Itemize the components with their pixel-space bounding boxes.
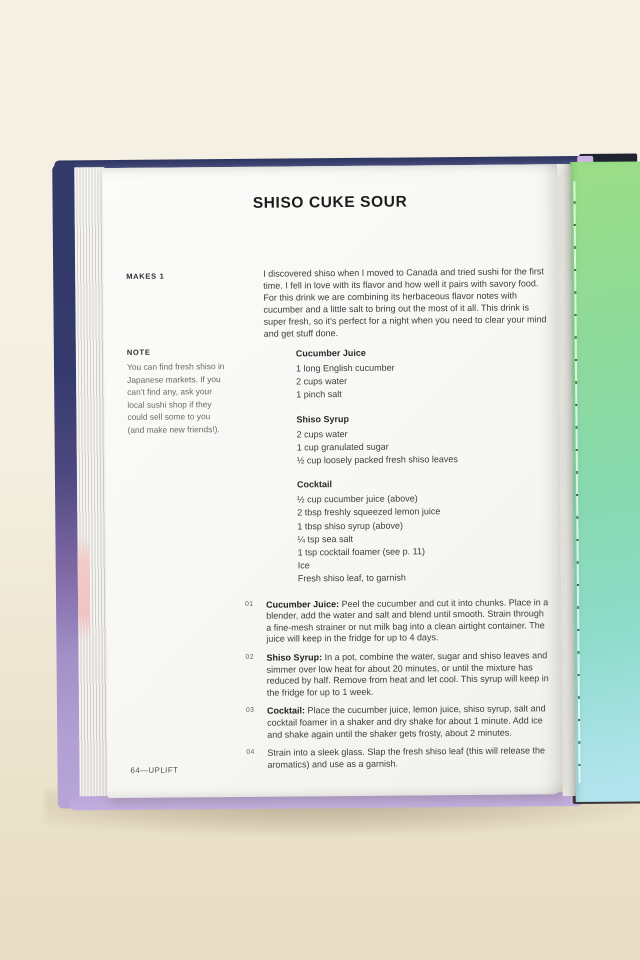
ingredient-item: Ice [297,560,310,571]
ingredient-group-shiso-syrup [296,412,548,468]
ingredient-item: 1 tbsp shiso syrup (above) [297,520,403,532]
step-number: 02 [245,653,254,661]
step-02 [245,650,550,699]
ingredient-item: ½ cup cucumber juice (above) [297,493,418,505]
step-text: Shiso Syrup: In a pot, combine the water, sugar and shiso leaves and simmer over low heat for about 20 minutes, or until the mixture has reduced by half. Remove from heat and let cool. This syrup will keep in the fridge for up to 1 week. [266,650,549,698]
open-cookbook [52,153,640,810]
ingredient-item: 2 cups water [296,376,348,387]
step-01 [245,596,550,646]
ingredient-item: 1 tsp cocktail foamer (see p. 11) [297,546,426,558]
binding-stitches [573,181,580,783]
step-text: Cucumber Juice: Peel the cucumber and cut it into chunks. Place in a blender, add the water and salt and blend until smooth. Strain through a fine-mesh strainer or nut milk bag into a clean airtight container. The juice will keep in the fridge for up to 4 days. [266,596,549,645]
ingredient-group-heading: Shiso Syrup [296,413,350,425]
ingredient-item: Fresh shiso leaf, to garnish [297,572,406,584]
ingredient-group-cucumber-juice [296,346,548,402]
step-number: 03 [245,707,255,715]
method-steps [245,596,551,771]
right-page-gradient [570,161,640,802]
page-number-footer: 64—UPLIFT [130,765,179,775]
note-block [127,347,228,436]
ingredient-item: 1 long English cucumber [295,362,395,374]
ingredient-group-heading: Cucumber Juice [295,347,366,359]
recipe-intro: I discovered shiso when I moved to Canada and tried sushi for the first time. I fell in love with its flavor and how well it pairs with savory food. For this drink we are combining its herbaceous flavor notes with cucumber and a little salt to bring out the most of it all. This drink is super fresh, so it's perfect for a night when you need to clear your mind and get stuff done. [263,266,547,339]
step-number: 01 [245,600,254,608]
pink-page-edge [77,536,90,640]
step-number: 04 [246,748,255,757]
page-title: SHISO CUKE SOUR [252,193,408,212]
ingredient-item: 2 cups water [296,428,348,440]
note-body: You can find fresh shiso in Japanese markets. If you can't find any, ask your local sushi shop if they could sell some to you (and make new friends!). [126,361,225,435]
ingredient-item: 1 cup granulated sugar [296,441,389,453]
step-03 [245,703,551,741]
step-text: Cocktail: Place the cucumber juice, lemon juice, shiso syrup, salt and cocktail foamer in a shaker and dry shake for about 1 minute. Add ice and shake again until the shaker gets frosty, about 2 minutes. [266,703,546,740]
recipe-content-column [245,265,551,778]
ingredient-item: 2 tbsp freshly squeezed lemon juice [297,506,441,518]
step-04 [246,745,551,771]
ingredient-item: ¼ tsp sea salt [297,533,354,545]
makes-label: MAKES 1 [126,271,165,281]
ingredient-item: ½ cup loosely packed fresh shiso leaves [296,454,458,466]
recipe-page [102,164,562,798]
step-text: Strain into a sleek glass. Slap the fresh shiso leaf (this will release the aromatics) and use as a garnish. [267,745,546,770]
ingredient-group-cocktail [297,477,550,586]
ingredient-group-heading: Cocktail [296,479,333,490]
note-heading: NOTE [126,347,151,357]
ingredient-item: 1 pinch salt [296,389,342,400]
